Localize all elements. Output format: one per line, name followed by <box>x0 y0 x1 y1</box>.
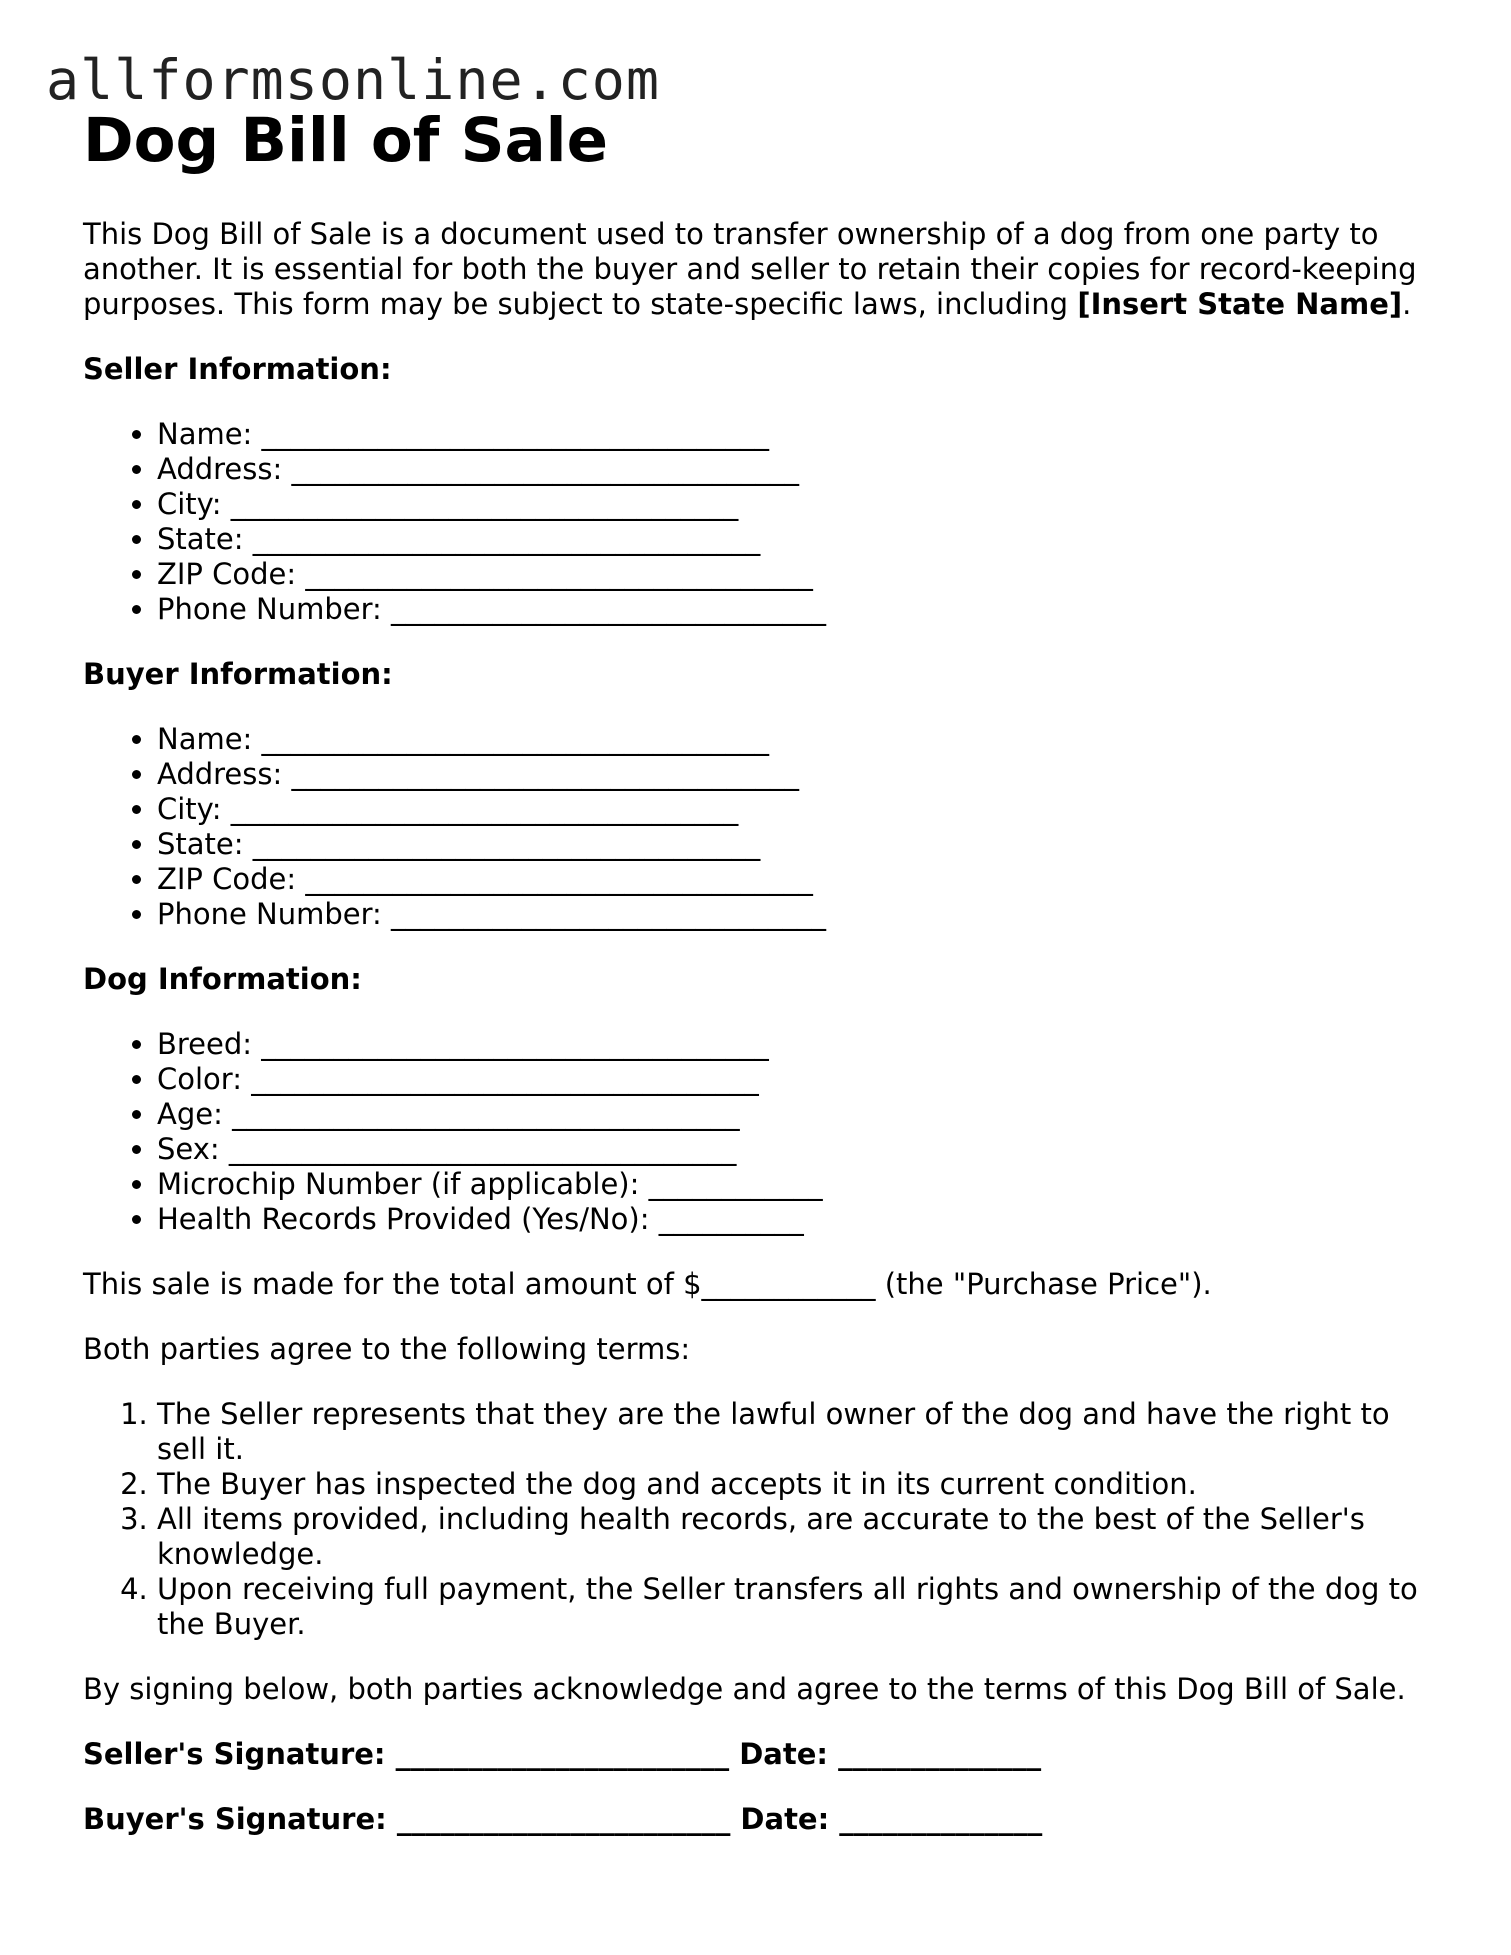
terms-list <box>83 1397 1443 1642</box>
intro-end: . <box>1402 287 1412 321</box>
buyer-city-field[interactable]: • City: ___________________________________ <box>157 792 1443 827</box>
state-placeholder: [Insert State Name] <box>1077 287 1403 321</box>
buyer-address-field[interactable]: • Address: ___________________________________ <box>157 757 1443 792</box>
buyer-heading: Buyer Information: <box>83 657 393 691</box>
seller-address-field[interactable]: • Address: ___________________________________ <box>157 452 1443 487</box>
seller-heading: Seller Information: <box>83 352 392 386</box>
intro-paragraph <box>83 217 1443 322</box>
term-item: 2. The Buyer has inspected the dog and accepts it in its current condition. <box>157 1467 1443 1502</box>
buyer-signature-line[interactable]: Buyer's Signature: _______________________ Date: ______________ <box>83 1802 1043 1836</box>
dog-heading: Dog Information: <box>83 962 362 996</box>
seller-state-field[interactable]: • State: ___________________________________ <box>157 522 1443 557</box>
dog-health-records-field[interactable]: • Health Records Provided (Yes/No): __________ <box>157 1202 1443 1237</box>
term-item: 3. All items provided, including health records, are accurate to the best of the Seller's knowledge. <box>157 1502 1443 1572</box>
intro-text: This Dog Bill of Sale is a document used to transfer ownership of a dog from one party to another. It is essential for both the buyer and seller to retain their copies for record-keeping purposes. This form may be subject to state-specific laws, including <box>83 217 1417 321</box>
dog-sex-field[interactable]: • Sex: ___________________________________ <box>157 1132 1443 1167</box>
dog-color-field[interactable]: • Color: ___________________________________ <box>157 1062 1443 1097</box>
dog-age-field[interactable]: • Age: ___________________________________ <box>157 1097 1443 1132</box>
document <box>83 103 1443 1837</box>
buyer-phone-field[interactable]: • Phone Number: ______________________________ <box>157 897 1443 932</box>
term-item: 4. Upon receiving full payment, the Seller transfers all rights and ownership of the dog to the Buyer. <box>157 1572 1443 1642</box>
acknowledgement: By signing below, both parties acknowledge and agree to the terms of this Dog Bill of Sale. <box>83 1672 1406 1706</box>
buyer-zip-field[interactable]: • ZIP Code: ___________________________________ <box>157 862 1443 897</box>
purchase-price-statement[interactable]: This sale is made for the total amount of $____________ (the "Purchase Price"). <box>83 1267 1212 1301</box>
dog-breed-field[interactable]: • Breed: ___________________________________ <box>157 1027 1443 1062</box>
page-title: Dog Bill of Sale <box>83 105 608 176</box>
seller-name-field[interactable]: • Name: ___________________________________ <box>157 417 1443 452</box>
term-item: 1. The Seller represents that they are the lawful owner of the dog and have the right to sell it. <box>157 1397 1443 1467</box>
buyer-state-field[interactable]: • State: ___________________________________ <box>157 827 1443 862</box>
terms-intro: Both parties agree to the following terms: <box>83 1332 691 1366</box>
watermark: allformsonline.com <box>46 48 661 112</box>
buyer-name-field[interactable]: • Name: ___________________________________ <box>157 722 1443 757</box>
seller-fields <box>83 417 1443 627</box>
buyer-fields <box>83 722 1443 932</box>
dog-fields <box>83 1027 1443 1237</box>
seller-city-field[interactable]: • City: ___________________________________ <box>157 487 1443 522</box>
seller-zip-field[interactable]: • ZIP Code: ___________________________________ <box>157 557 1443 592</box>
dog-microchip-field[interactable]: • Microchip Number (if applicable): ____________ <box>157 1167 1443 1202</box>
seller-phone-field[interactable]: • Phone Number: ______________________________ <box>157 592 1443 627</box>
seller-signature-line[interactable]: Seller's Signature: _______________________ Date: ______________ <box>83 1737 1042 1771</box>
